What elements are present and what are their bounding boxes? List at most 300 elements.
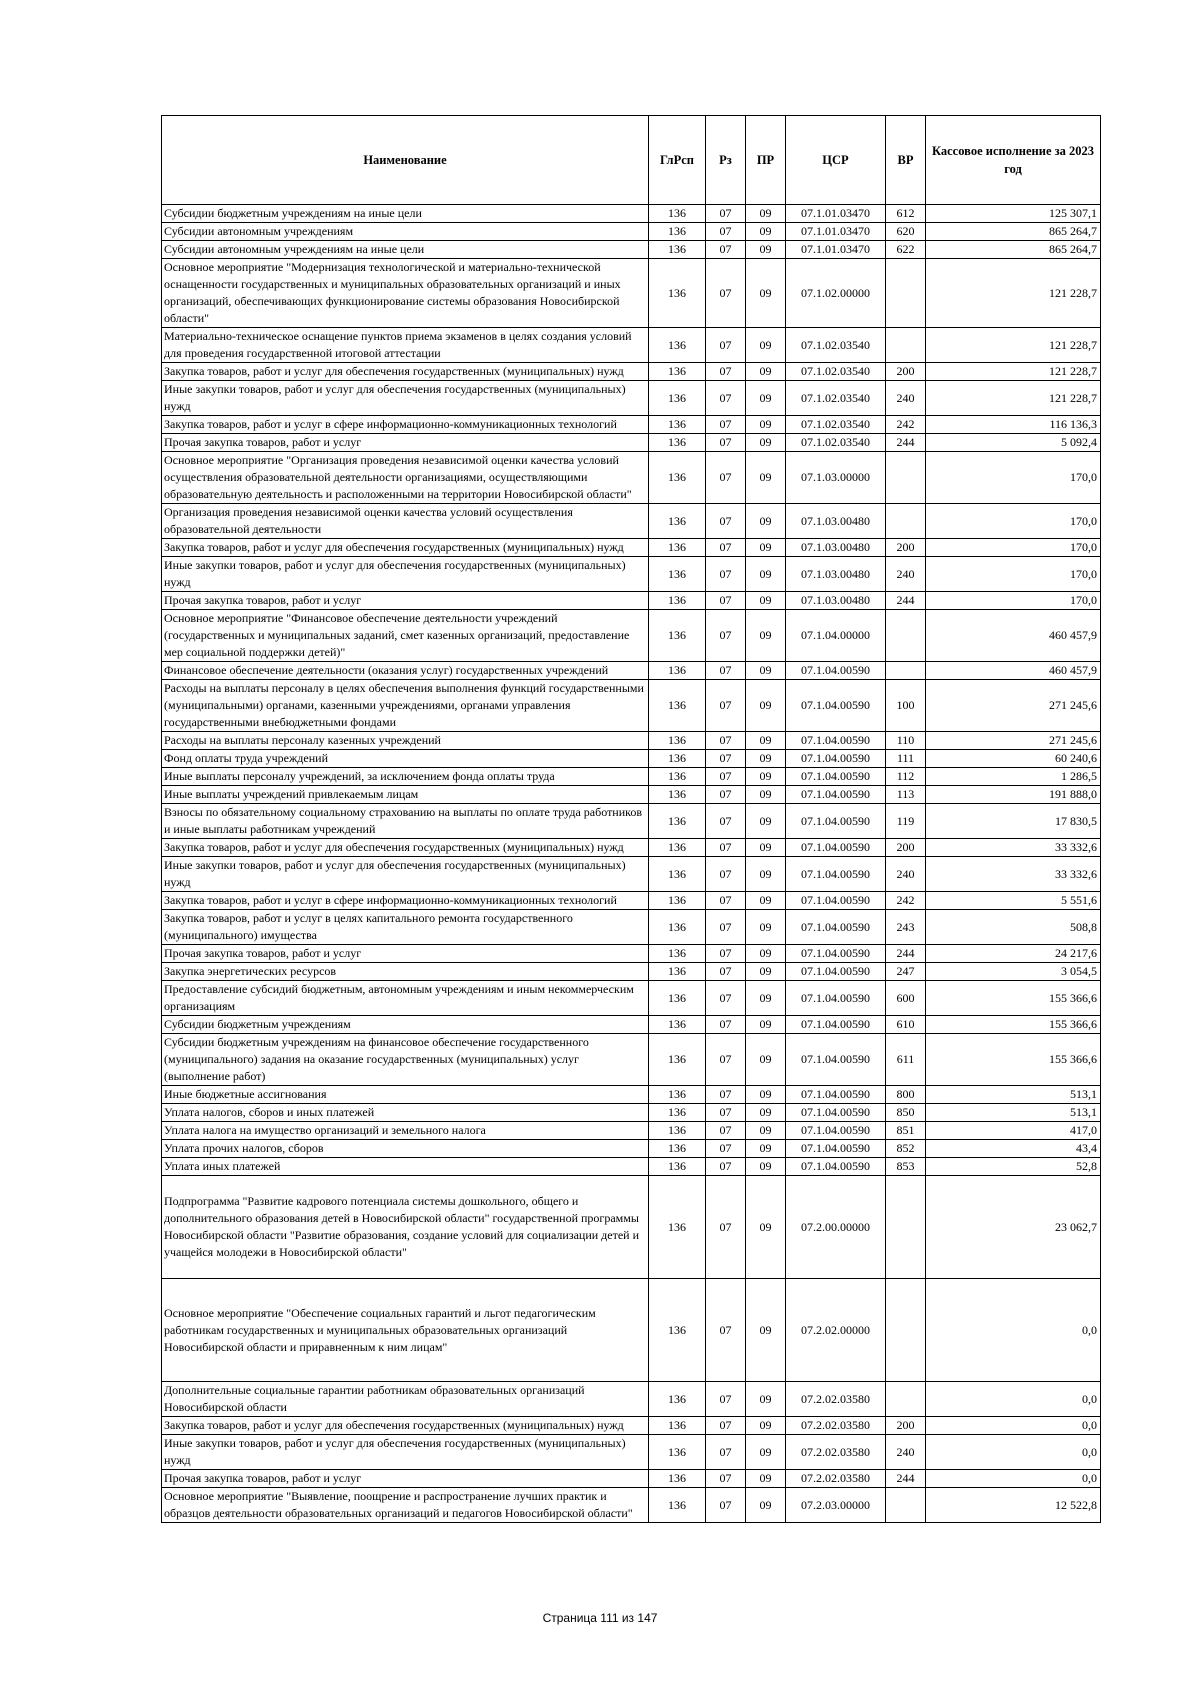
cell-amount: 23 062,7: [926, 1176, 1101, 1279]
cell-pr: 09: [746, 259, 786, 328]
cell-vr: 240: [886, 1435, 926, 1470]
table-row: [162, 680, 1101, 732]
cell-name: Уплата налога на имущество организаций и земельного налога: [162, 1122, 649, 1140]
cell-amount: 43,4: [926, 1140, 1101, 1158]
cell-pr: 09: [746, 857, 786, 892]
cell-name: Уплата прочих налогов, сборов: [162, 1140, 649, 1158]
cell-rz: 07: [706, 259, 746, 328]
cell-pr: 09: [746, 1176, 786, 1279]
cell-csr: 07.1.04.00590: [786, 892, 886, 910]
cell-amount: 52,8: [926, 1158, 1101, 1176]
cell-amount: 5 551,6: [926, 892, 1101, 910]
table-row: [162, 804, 1101, 839]
cell-pr: 09: [746, 1435, 786, 1470]
cell-csr: 07.1.04.00590: [786, 1086, 886, 1104]
cell-amount: 17 830,5: [926, 804, 1101, 839]
cell-amount: 125 307,1: [926, 205, 1101, 223]
cell-glrsp: 136: [649, 981, 706, 1016]
cell-rz: 07: [706, 1140, 746, 1158]
cell-rz: 07: [706, 786, 746, 804]
cell-pr: 09: [746, 434, 786, 452]
cell-amount: 116 136,3: [926, 416, 1101, 434]
cell-name: Закупка энергетических ресурсов: [162, 963, 649, 981]
cell-csr: 07.1.01.03470: [786, 205, 886, 223]
cell-vr: 200: [886, 839, 926, 857]
cell-amount: 121 228,7: [926, 328, 1101, 363]
cell-name: Уплата иных платежей: [162, 1158, 649, 1176]
cell-vr: 240: [886, 857, 926, 892]
cell-name: Фонд оплаты труда учреждений: [162, 750, 649, 768]
cell-csr: 07.1.01.03470: [786, 241, 886, 259]
cell-rz: 07: [706, 1086, 746, 1104]
cell-amount: 121 228,7: [926, 259, 1101, 328]
cell-glrsp: 136: [649, 259, 706, 328]
cell-csr: 07.1.04.00590: [786, 1158, 886, 1176]
cell-vr: [886, 610, 926, 662]
cell-pr: 09: [746, 504, 786, 539]
cell-csr: 07.1.04.00590: [786, 910, 886, 945]
cell-rz: 07: [706, 1382, 746, 1417]
cell-glrsp: 136: [649, 1086, 706, 1104]
cell-glrsp: 136: [649, 539, 706, 557]
cell-rz: 07: [706, 1104, 746, 1122]
table-row: [162, 259, 1101, 328]
cell-csr: 07.1.04.00000: [786, 610, 886, 662]
cell-amount: 24 217,6: [926, 945, 1101, 963]
cell-pr: 09: [746, 839, 786, 857]
table-row: [162, 981, 1101, 1016]
cell-name: Закупка товаров, работ и услуг в целях капитального ремонта государственного (муниципального) имущества: [162, 910, 649, 945]
cell-name: Прочая закупка товаров, работ и услуг: [162, 434, 649, 452]
cell-vr: [886, 328, 926, 363]
cell-rz: 07: [706, 1158, 746, 1176]
cell-vr: 243: [886, 910, 926, 945]
cell-glrsp: 136: [649, 592, 706, 610]
table-row: [162, 1140, 1101, 1158]
cell-csr: 07.1.04.00590: [786, 1016, 886, 1034]
cell-glrsp: 136: [649, 1417, 706, 1435]
cell-pr: 09: [746, 592, 786, 610]
cell-name: Финансовое обеспечение деятельности (оказания услуг) государственных учреждений: [162, 662, 649, 680]
cell-rz: 07: [706, 1417, 746, 1435]
cell-pr: 09: [746, 981, 786, 1016]
cell-name: Закупка товаров, работ и услуг для обеспечения государственных (муниципальных) нужд: [162, 363, 649, 381]
cell-csr: 07.1.04.00590: [786, 839, 886, 857]
cell-vr: 242: [886, 416, 926, 434]
cell-glrsp: 136: [649, 1034, 706, 1086]
cell-amount: 155 366,6: [926, 1034, 1101, 1086]
cell-vr: 610: [886, 1016, 926, 1034]
cell-name: Уплата налогов, сборов и иных платежей: [162, 1104, 649, 1122]
cell-vr: [886, 1176, 926, 1279]
cell-rz: 07: [706, 610, 746, 662]
cell-vr: 600: [886, 981, 926, 1016]
cell-vr: 612: [886, 205, 926, 223]
table-row: [162, 662, 1101, 680]
cell-name: Субсидии автономным учреждениям: [162, 223, 649, 241]
cell-glrsp: 136: [649, 452, 706, 504]
cell-csr: 07.1.03.00480: [786, 539, 886, 557]
cell-vr: 111: [886, 750, 926, 768]
cell-name: Расходы на выплаты персоналу в целях обеспечения выполнения функций государственными (муниципальными) органами, казенными учреждениями, органами управления государственными внебюджетными фондами: [162, 680, 649, 732]
cell-glrsp: 136: [649, 241, 706, 259]
cell-name: Иные выплаты персоналу учреждений, за исключением фонда оплаты труда: [162, 768, 649, 786]
cell-rz: 07: [706, 1488, 746, 1523]
cell-pr: 09: [746, 662, 786, 680]
cell-csr: 07.2.02.03580: [786, 1417, 886, 1435]
cell-amount: 60 240,6: [926, 750, 1101, 768]
cell-rz: 07: [706, 223, 746, 241]
table-row: [162, 750, 1101, 768]
cell-csr: 07.1.01.03470: [786, 223, 886, 241]
cell-rz: 07: [706, 363, 746, 381]
cell-pr: 09: [746, 1034, 786, 1086]
cell-csr: 07.1.04.00590: [786, 804, 886, 839]
cell-amount: 170,0: [926, 452, 1101, 504]
table-body: [162, 205, 1101, 1523]
cell-name: Основное мероприятие "Финансовое обеспечение деятельности учреждений (государственных и муниципальных заданий, смет казенных организаций, предоставление мер социальной поддержки детей)": [162, 610, 649, 662]
cell-amount: 3 054,5: [926, 963, 1101, 981]
cell-vr: 853: [886, 1158, 926, 1176]
cell-glrsp: 136: [649, 1122, 706, 1140]
cell-csr: 07.1.02.03540: [786, 363, 886, 381]
cell-glrsp: 136: [649, 1435, 706, 1470]
cell-name: Иные закупки товаров, работ и услуг для обеспечения государственных (муниципальных) нужд: [162, 857, 649, 892]
cell-csr: 07.1.03.00000: [786, 452, 886, 504]
cell-name: Иные закупки товаров, работ и услуг для обеспечения государственных (муниципальных) нужд: [162, 557, 649, 592]
table-row: [162, 1034, 1101, 1086]
cell-name: Расходы на выплаты персоналу казенных учреждений: [162, 732, 649, 750]
cell-vr: 200: [886, 539, 926, 557]
cell-csr: 07.2.02.03580: [786, 1382, 886, 1417]
cell-vr: [886, 452, 926, 504]
cell-rz: 07: [706, 381, 746, 416]
cell-vr: [886, 1279, 926, 1382]
cell-vr: [886, 504, 926, 539]
cell-glrsp: 136: [649, 768, 706, 786]
cell-name: Субсидии бюджетным учреждениям на иные цели: [162, 205, 649, 223]
cell-pr: 09: [746, 1140, 786, 1158]
cell-amount: 33 332,6: [926, 857, 1101, 892]
table-row: [162, 592, 1101, 610]
cell-pr: 09: [746, 1279, 786, 1382]
cell-pr: 09: [746, 539, 786, 557]
page-number: Страница 111 из 147: [542, 1611, 658, 1625]
cell-name: Материально-техническое оснащение пунктов приема экзаменов в целях создания условий для проведения государственной итоговой аттестации: [162, 328, 649, 363]
cell-glrsp: 136: [649, 1279, 706, 1382]
table-row: [162, 381, 1101, 416]
cell-glrsp: 136: [649, 416, 706, 434]
table-row: [162, 223, 1101, 241]
table-row: [162, 1488, 1101, 1523]
cell-pr: 09: [746, 910, 786, 945]
header-vr: ВР: [886, 116, 926, 205]
header-amount: Кассовое исполнение за 2023 год: [926, 116, 1101, 205]
cell-name: Прочая закупка товаров, работ и услуг: [162, 592, 649, 610]
cell-csr: 07.1.04.00590: [786, 750, 886, 768]
cell-rz: 07: [706, 416, 746, 434]
cell-name: Основное мероприятие "Организация проведения независимой оценки качества условий осуществления образовательной деятельности организациями, осуществляющими образовательную деятельность и расположенными на территории Новосибирской области": [162, 452, 649, 504]
cell-amount: 271 245,6: [926, 680, 1101, 732]
cell-glrsp: 136: [649, 1140, 706, 1158]
cell-glrsp: 136: [649, 381, 706, 416]
cell-amount: 865 264,7: [926, 223, 1101, 241]
cell-amount: 155 366,6: [926, 981, 1101, 1016]
cell-csr: 07.1.02.03540: [786, 328, 886, 363]
cell-name: Взносы по обязательному социальному страхованию на выплаты по оплате труда работников и иные выплаты работникам учреждений: [162, 804, 649, 839]
cell-rz: 07: [706, 680, 746, 732]
cell-pr: 09: [746, 1417, 786, 1435]
header-glrsp: ГлРсп: [649, 116, 706, 205]
table-row: [162, 205, 1101, 223]
cell-csr: 07.1.04.00590: [786, 786, 886, 804]
table-row: [162, 1417, 1101, 1435]
cell-pr: 09: [746, 416, 786, 434]
cell-glrsp: 136: [649, 786, 706, 804]
cell-rz: 07: [706, 452, 746, 504]
cell-pr: 09: [746, 804, 786, 839]
cell-name: Основное мероприятие "Выявление, поощрение и распространение лучших практик и образцов деятельности образовательных организаций и педагогов Новосибирской области": [162, 1488, 649, 1523]
table-row: [162, 1435, 1101, 1470]
cell-pr: 09: [746, 1488, 786, 1523]
cell-csr: 07.2.02.00000: [786, 1279, 886, 1382]
cell-glrsp: 136: [649, 945, 706, 963]
budget-table: [161, 115, 1101, 1523]
table-row: [162, 786, 1101, 804]
cell-name: Субсидии автономным учреждениям на иные цели: [162, 241, 649, 259]
cell-pr: 09: [746, 732, 786, 750]
cell-pr: 09: [746, 680, 786, 732]
cell-amount: 155 366,6: [926, 1016, 1101, 1034]
cell-pr: 09: [746, 750, 786, 768]
cell-vr: 244: [886, 592, 926, 610]
cell-pr: 09: [746, 1382, 786, 1417]
table-row: [162, 557, 1101, 592]
table-row: [162, 416, 1101, 434]
cell-vr: 852: [886, 1140, 926, 1158]
cell-glrsp: 136: [649, 662, 706, 680]
cell-rz: 07: [706, 1279, 746, 1382]
cell-amount: 12 522,8: [926, 1488, 1101, 1523]
table-row: [162, 1016, 1101, 1034]
cell-pr: 09: [746, 945, 786, 963]
cell-vr: 242: [886, 892, 926, 910]
cell-rz: 07: [706, 241, 746, 259]
cell-amount: 121 228,7: [926, 381, 1101, 416]
cell-amount: 0,0: [926, 1382, 1101, 1417]
cell-rz: 07: [706, 963, 746, 981]
cell-vr: 112: [886, 768, 926, 786]
cell-vr: 244: [886, 1470, 926, 1488]
cell-csr: 07.1.04.00590: [786, 1034, 886, 1086]
table-row: [162, 768, 1101, 786]
table-row: [162, 363, 1101, 381]
cell-csr: 07.2.00.00000: [786, 1176, 886, 1279]
cell-csr: 07.1.04.00590: [786, 768, 886, 786]
cell-amount: 271 245,6: [926, 732, 1101, 750]
table-row: [162, 1382, 1101, 1417]
cell-csr: 07.1.03.00480: [786, 504, 886, 539]
header-rz: Рз: [706, 116, 746, 205]
cell-vr: 800: [886, 1086, 926, 1104]
table-row: [162, 539, 1101, 557]
cell-glrsp: 136: [649, 223, 706, 241]
cell-glrsp: 136: [649, 892, 706, 910]
cell-name: Субсидии бюджетным учреждениям: [162, 1016, 649, 1034]
cell-name: Закупка товаров, работ и услуг для обеспечения государственных (муниципальных) нужд: [162, 539, 649, 557]
cell-vr: 850: [886, 1104, 926, 1122]
cell-name: Закупка товаров, работ и услуг для обеспечения государственных (муниципальных) нужд: [162, 839, 649, 857]
table-row: [162, 945, 1101, 963]
cell-amount: 0,0: [926, 1417, 1101, 1435]
cell-rz: 07: [706, 328, 746, 363]
cell-name: Подпрограмма "Развитие кадрового потенциала системы дошкольного, общего и дополнительного образования детей в Новосибирской области" государственной программы Новосибирской области "Развитие образования, создание условий для социализации детей и учащейся молодежи в Новосибирской области": [162, 1176, 649, 1279]
cell-name: Основное мероприятие "Обеспечение социальных гарантий и льгот педагогическим работникам государственных и муниципальных образовательных организаций Новосибирской области и приравненным к ним лицам": [162, 1279, 649, 1382]
cell-csr: 07.2.03.00000: [786, 1488, 886, 1523]
cell-name: Закупка товаров, работ и услуг для обеспечения государственных (муниципальных) нужд: [162, 1417, 649, 1435]
cell-pr: 09: [746, 1158, 786, 1176]
cell-name: Дополнительные социальные гарантии работникам образовательных организаций Новосибирской области: [162, 1382, 649, 1417]
cell-glrsp: 136: [649, 1176, 706, 1279]
cell-glrsp: 136: [649, 363, 706, 381]
cell-glrsp: 136: [649, 557, 706, 592]
cell-name: Организация проведения независимой оценки качества условий осуществления образовательной деятельности: [162, 504, 649, 539]
cell-csr: 07.1.04.00590: [786, 1122, 886, 1140]
cell-vr: 247: [886, 963, 926, 981]
cell-pr: 09: [746, 892, 786, 910]
cell-amount: 0,0: [926, 1279, 1101, 1382]
cell-csr: 07.1.03.00480: [786, 592, 886, 610]
cell-pr: 09: [746, 363, 786, 381]
cell-glrsp: 136: [649, 750, 706, 768]
cell-amount: 508,8: [926, 910, 1101, 945]
cell-vr: 100: [886, 680, 926, 732]
cell-glrsp: 136: [649, 910, 706, 945]
cell-rz: 07: [706, 1034, 746, 1086]
cell-name: Иные закупки товаров, работ и услуг для обеспечения государственных (муниципальных) нужд: [162, 1435, 649, 1470]
table-row: [162, 910, 1101, 945]
cell-csr: 07.1.04.00590: [786, 732, 886, 750]
table-row: [162, 610, 1101, 662]
cell-csr: 07.2.02.03580: [786, 1435, 886, 1470]
cell-rz: 07: [706, 205, 746, 223]
table-row: [162, 1122, 1101, 1140]
cell-rz: 07: [706, 1435, 746, 1470]
cell-amount: 513,1: [926, 1104, 1101, 1122]
table-row: [162, 1470, 1101, 1488]
cell-csr: 07.1.04.00590: [786, 945, 886, 963]
cell-pr: 09: [746, 1016, 786, 1034]
cell-pr: 09: [746, 768, 786, 786]
cell-pr: 09: [746, 1470, 786, 1488]
table-row: [162, 434, 1101, 452]
table-row: [162, 328, 1101, 363]
cell-vr: 240: [886, 381, 926, 416]
cell-pr: 09: [746, 223, 786, 241]
cell-glrsp: 136: [649, 1488, 706, 1523]
header-name: Наименование: [162, 116, 649, 205]
cell-rz: 07: [706, 732, 746, 750]
cell-vr: 244: [886, 434, 926, 452]
cell-rz: 07: [706, 539, 746, 557]
cell-glrsp: 136: [649, 1470, 706, 1488]
cell-glrsp: 136: [649, 205, 706, 223]
cell-vr: 244: [886, 945, 926, 963]
cell-amount: 0,0: [926, 1470, 1101, 1488]
cell-csr: 07.1.04.00590: [786, 680, 886, 732]
cell-rz: 07: [706, 945, 746, 963]
cell-vr: 611: [886, 1034, 926, 1086]
cell-vr: 200: [886, 363, 926, 381]
cell-pr: 09: [746, 328, 786, 363]
cell-glrsp: 136: [649, 1158, 706, 1176]
table-row: [162, 452, 1101, 504]
cell-csr: 07.2.02.03580: [786, 1470, 886, 1488]
cell-rz: 07: [706, 1470, 746, 1488]
cell-vr: [886, 662, 926, 680]
cell-glrsp: 136: [649, 680, 706, 732]
cell-glrsp: 136: [649, 1382, 706, 1417]
cell-name: Иные закупки товаров, работ и услуг для обеспечения государственных (муниципальных) нужд: [162, 381, 649, 416]
table-row: [162, 892, 1101, 910]
cell-rz: 07: [706, 768, 746, 786]
cell-glrsp: 136: [649, 434, 706, 452]
cell-amount: 460 457,9: [926, 610, 1101, 662]
cell-name: Прочая закупка товаров, работ и услуг: [162, 1470, 649, 1488]
cell-amount: 170,0: [926, 592, 1101, 610]
cell-name: Субсидии бюджетным учреждениям на финансовое обеспечение государственного (муниципального) задания на оказание государственных (муниципальных) услуг (выполнение работ): [162, 1034, 649, 1086]
cell-glrsp: 136: [649, 732, 706, 750]
cell-vr: [886, 259, 926, 328]
cell-pr: 09: [746, 610, 786, 662]
cell-csr: 07.1.02.03540: [786, 434, 886, 452]
cell-rz: 07: [706, 1016, 746, 1034]
cell-amount: 170,0: [926, 557, 1101, 592]
cell-rz: 07: [706, 1176, 746, 1279]
cell-glrsp: 136: [649, 1104, 706, 1122]
cell-amount: 33 332,6: [926, 839, 1101, 857]
table-row: [162, 1086, 1101, 1104]
cell-pr: 09: [746, 786, 786, 804]
cell-glrsp: 136: [649, 839, 706, 857]
cell-amount: 1 286,5: [926, 768, 1101, 786]
cell-amount: 417,0: [926, 1122, 1101, 1140]
cell-name: Иные выплаты учреждений привлекаемым лицам: [162, 786, 649, 804]
cell-pr: 09: [746, 241, 786, 259]
cell-pr: 09: [746, 1122, 786, 1140]
cell-vr: 620: [886, 223, 926, 241]
cell-rz: 07: [706, 1122, 746, 1140]
cell-pr: 09: [746, 1104, 786, 1122]
cell-rz: 07: [706, 910, 746, 945]
cell-amount: 170,0: [926, 539, 1101, 557]
cell-amount: 170,0: [926, 504, 1101, 539]
cell-vr: 119: [886, 804, 926, 839]
table-row: [162, 857, 1101, 892]
cell-csr: 07.1.02.03540: [786, 416, 886, 434]
table-row: [162, 241, 1101, 259]
cell-rz: 07: [706, 750, 746, 768]
cell-glrsp: 136: [649, 804, 706, 839]
cell-rz: 07: [706, 662, 746, 680]
cell-name: Прочая закупка товаров, работ и услуг: [162, 945, 649, 963]
cell-glrsp: 136: [649, 963, 706, 981]
table-row: [162, 1104, 1101, 1122]
cell-rz: 07: [706, 857, 746, 892]
table-row: [162, 963, 1101, 981]
cell-csr: 07.1.04.00590: [786, 857, 886, 892]
table-row: [162, 1158, 1101, 1176]
